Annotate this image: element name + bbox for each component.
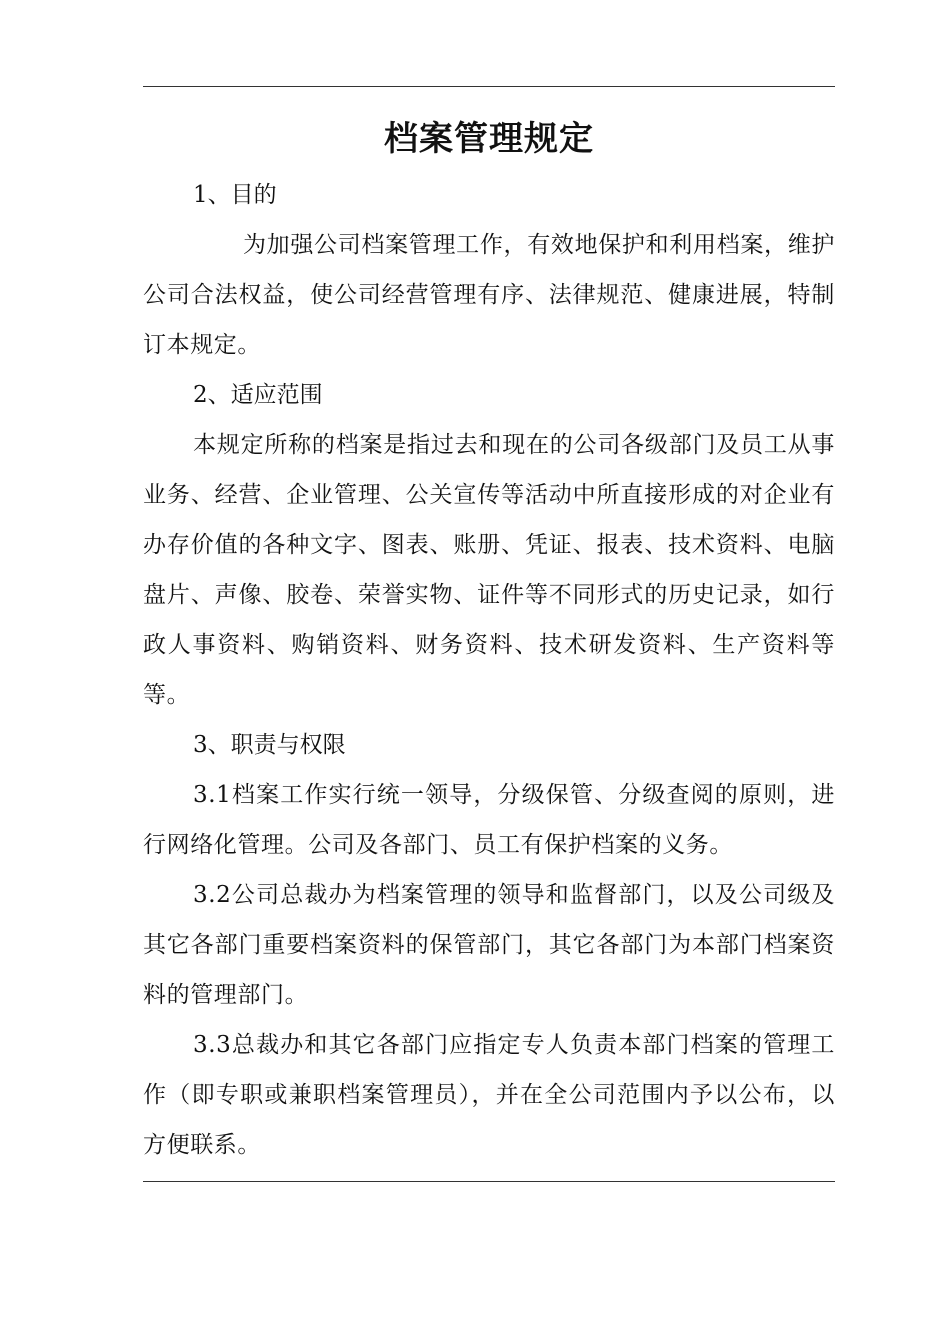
paragraph-3-3: 3.3总裁办和其它各部门应指定专人负责本部门档案的管理工作（即专职或兼职档案管理员），并在全公司范围内予以公布，以方便联系。 <box>143 1032 835 1158</box>
section-heading-scope: 2、适应范围 <box>193 382 323 408</box>
document-body <box>143 112 835 1170</box>
section-heading-purpose: 1、目的 <box>193 182 277 208</box>
paragraph-3-2: 3.2公司总裁办为档案管理的领导和监督部门，以及公司级及其它各部门重要档案资料的保管部门，其它各部门为本部门档案资料的管理部门。 <box>143 882 835 1008</box>
bottom-rule <box>143 1181 835 1182</box>
section-heading-responsibilities: 3、职责与权限 <box>193 732 346 758</box>
paragraph-scope: 本规定所称的档案是指过去和现在的公司各级部门及员工从事业务、经营、企业管理、公关宣传等活动中所直接形成的对企业有办存价值的各种文字、图表、账册、凭证、报表、技术资料、电脑盘片、声像、胶卷、荣誉实物、证件等不同形式的历史记录，如行政人事资料、购销资料、财务资料、技术研发资料、生产资料等等。 <box>143 432 835 708</box>
paragraph-purpose: 为加强公司档案管理工作，有效地保护和利用档案，维护公司合法权益，使公司经营管理有序、法律规范、健康进展，特制订本规定。 <box>143 232 835 358</box>
paragraph-3-1: 3.1档案工作实行统一领导，分级保管、分级查阅的原则，进行网络化管理。公司及各部门、员工有保护档案的义务。 <box>143 782 835 858</box>
document-title: 档案管理规定 <box>384 119 594 159</box>
top-rule <box>143 86 835 87</box>
